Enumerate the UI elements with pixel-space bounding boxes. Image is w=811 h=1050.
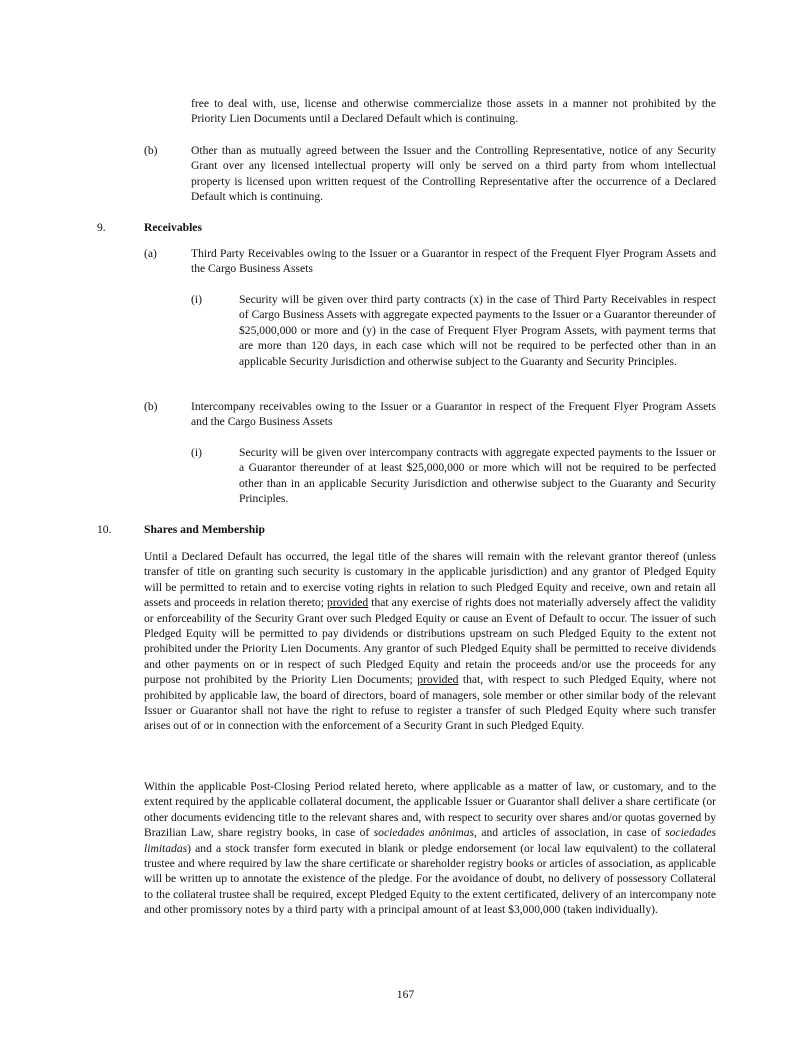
section-number: 9. [97, 221, 106, 234]
section-number: 10. [97, 523, 112, 536]
section-title: Shares and Membership [144, 523, 265, 536]
subitem-text: Security will be given over third party contracts (x) in the case of Third Party Receivables in respect of Cargo Business Assets with aggregate expected payments to the Issuer or a Guarantor thereunder of $25,000,000 or more and (y) in the case of Frequent Flyer Program Assets, with payment terms that are more than 120 days, in each case which will not be required to be perfected other than in an applicable Security Jurisdiction and otherwise subject to the Guaranty and Security Principles. [239, 293, 716, 368]
body-paragraph: Within the applicable Post-Closing Period related hereto, where applicable as a matter of law, or customary, and to the extent required by the applicable collateral document, the applicable Issuer or Guarantor shall deliver a share certificate (or other documents evidencing title to the relevant shares and, with respect to security over shares and/or quotas governed by Brazilian Law, share registry books, in case of sociedades anônimas, and articles of association, in case of sociedades limitadas) and a stock transfer form executed in blank or pledge endorsement (or local law equivalent) to the collateral trustee and where required by law the share certificate or shareholder registry books or articles of association, as applicable will be written up to annotate the existence of the pledge. For the avoidance of doubt, no delivery of possessory Collateral to the collateral trustee shall be required, except Pledged Equity to the extent certificated, delivery of an intercompany note and other promissory notes by a third party with a principal amount of at least $3,000,000 (taken individually). [144, 780, 716, 917]
item-text: Third Party Receivables owing to the Issuer or a Guarantor in respect of the Frequent Flyer Program Assets and the Cargo Business Assets [191, 247, 716, 276]
item-text: Intercompany receivables owing to the Issuer or a Guarantor in respect of the Frequent Flyer Program Assets and the Cargo Business Assets [191, 400, 716, 429]
continued-paragraph: free to deal with, use, license and otherwise commercialize those assets in a manner not prohibited by the Priority Lien Documents until a Declared Default which is continuing. [191, 97, 716, 126]
subitem-text: Security will be given over intercompany contracts with aggregate expected payments to the Issuer or a Guarantor thereunder of at least $25,000,000 or more which will not be required to be perfected other than in an applicable Security Jurisdiction and otherwise subject to the Guaranty and Security Principles. [239, 446, 716, 506]
body-paragraph: Until a Declared Default has occurred, the legal title of the shares will remain with the relevant grantor thereof (unless transfer of title on granting such security is customary in the applicable jurisdiction) and any grantor of Pledged Equity will be permitted to retain and to exercise voting rights in relation to such Pledged Equity and receive, own and retain all assets and proceeds in relation thereto; provided that any exercise of rights does not materially adversely affect the validity or enforceability of the Security Grant over such Pledged Equity or cause an Event of Default to occur. The issuer of such Pledged Equity will be permitted to pay dividends or distributions upstream on such Pledged Equity to the extent not prohibited under the Priority Lien Documents. Any grantor of such Pledged Equity shall be permitted to receive dividends and other payments on or in respect of such Pledged Equity and retain the proceeds and/or use the proceeds for any purpose not prohibited by the Priority Lien Documents; provided that, with respect to such Pledged Equity, where not prohibited by applicable law, the board of directors, board of managers, sole member or other similar body of the relevant Issuer or Guarantor shall not have the right to refuse to register a transfer of such Pledged Equity where such transfer arises out of or in connection with the enforcement of a Security Grant in such Pledged Equity. [144, 550, 716, 733]
section-title: Receivables [144, 221, 202, 234]
item-label: (a) [144, 247, 157, 260]
subitem-label: (i) [191, 446, 202, 459]
item-label: (b) [144, 400, 158, 413]
subitem-label: (i) [191, 293, 202, 306]
item-text: Other than as mutually agreed between the Issuer and the Controlling Representative, notice of any Security Grant over any licensed intellectual property will only be served on a third party from whom intellectual property is licensed upon written request of the Controlling Representative after the occurrence of a Declared Default which is continuing. [191, 144, 716, 204]
item-label: (b) [144, 144, 158, 157]
page-number: 167 [396, 988, 415, 1001]
